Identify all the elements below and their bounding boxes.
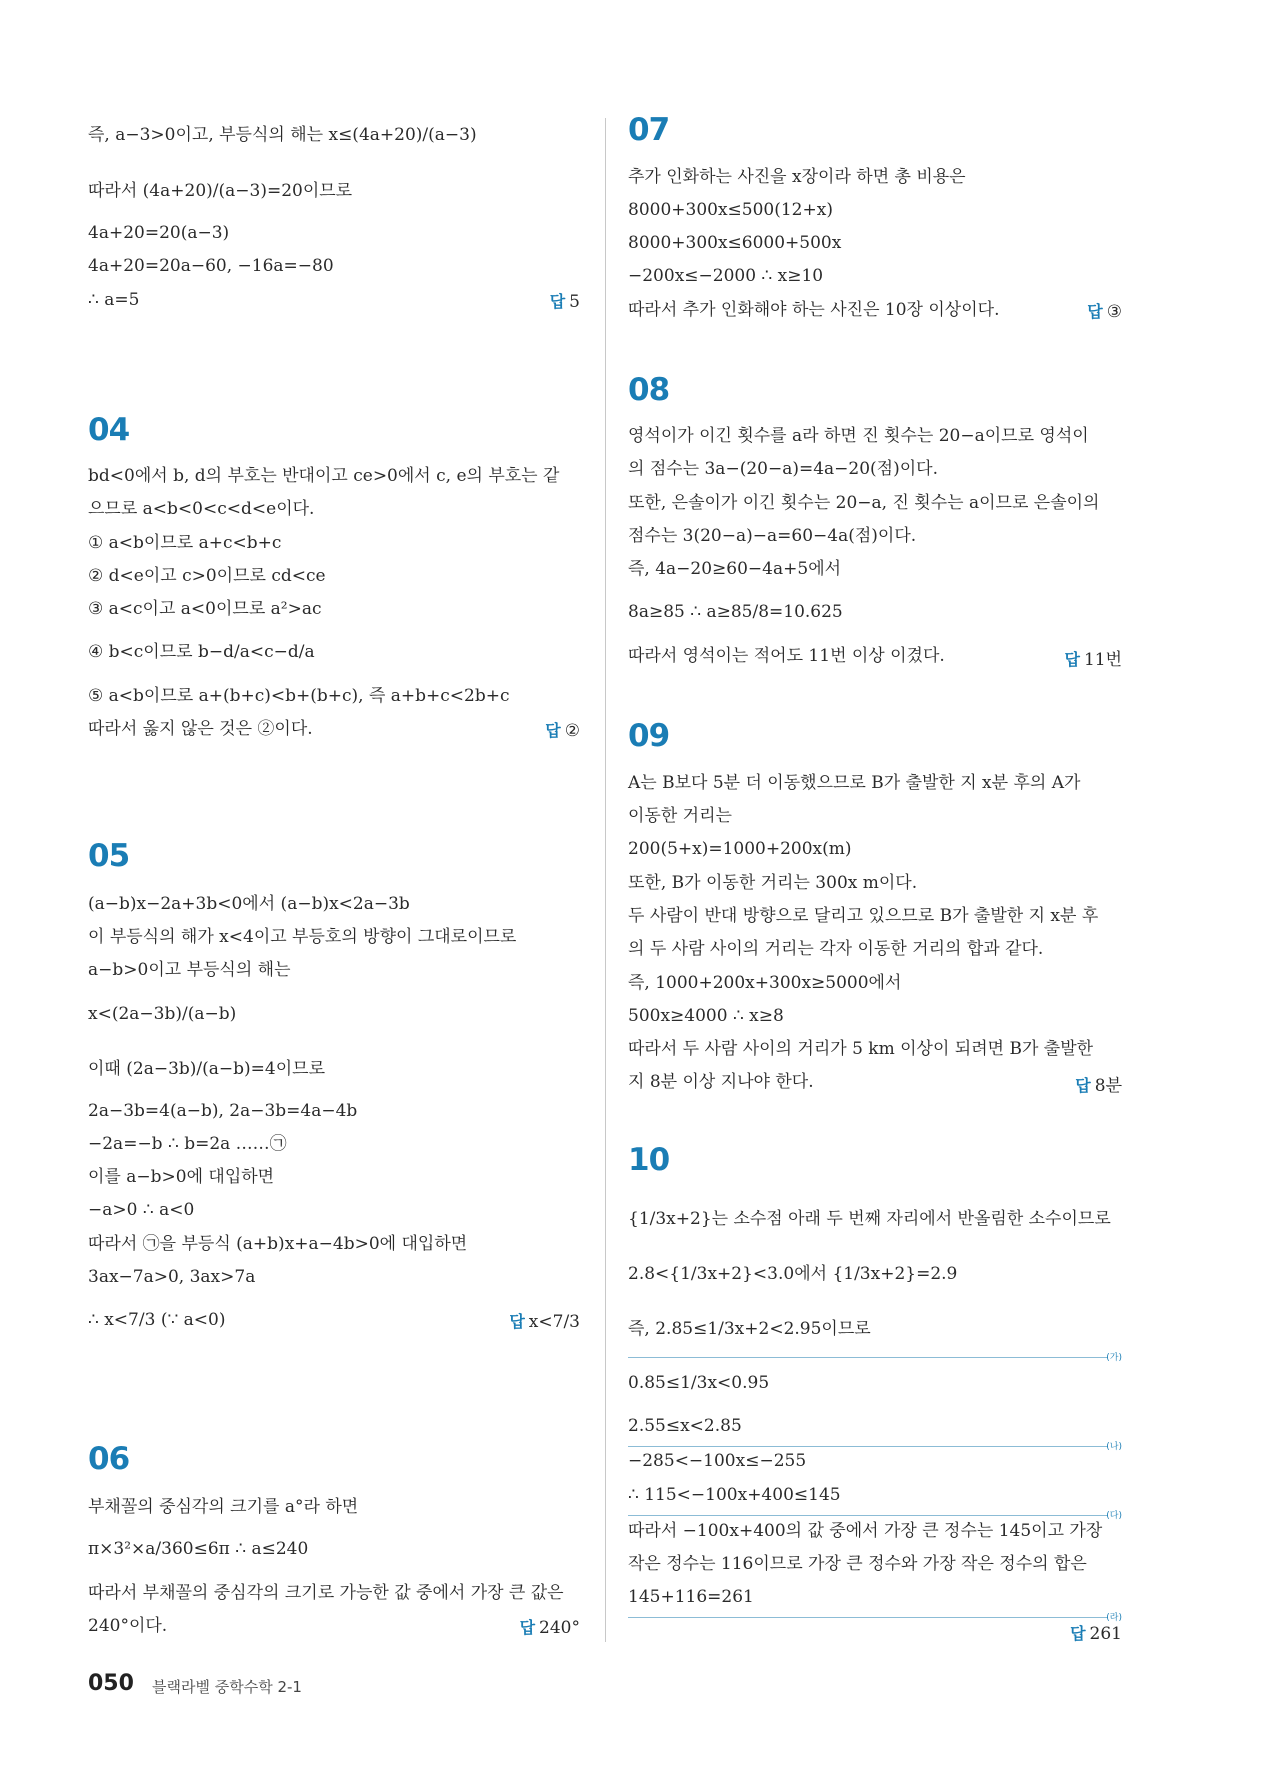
problem-number: 04	[88, 412, 130, 448]
page-number: 050	[88, 1671, 134, 1696]
solution-line: −2a=−b ∴ b=2a ……㉠	[88, 1134, 287, 1154]
problem-number: 10	[628, 1142, 670, 1178]
solution-line: 500x≥4000 ∴ x≥8	[628, 1006, 784, 1026]
solution-line: 추가 인화하는 사진을 x장이라 하면 총 비용은	[628, 167, 966, 187]
solution-line: 따라서 (4a+20)/(a−3)=20이므로	[88, 181, 353, 201]
solution-line: 점수는 3(20−a)−a=60−4a(점)이다.	[628, 526, 917, 546]
solution-line: −200x≤−2000 ∴ x≥10	[628, 266, 824, 286]
problem-number: 08	[628, 372, 670, 408]
answer-label: 답	[1064, 650, 1080, 669]
step-divider	[628, 1617, 1108, 1618]
answer-label: 답	[519, 1618, 536, 1637]
solution-line: −a>0 ∴ a<0	[88, 1200, 195, 1220]
answer	[520, 1615, 580, 1638]
answer-value: ②	[564, 721, 580, 741]
problem-number: 06	[88, 1441, 130, 1477]
column-divider	[605, 118, 606, 1642]
problem-number: 07	[628, 112, 670, 148]
solution-line: 8000+300x≤6000+500x	[628, 233, 842, 253]
solution-line: 이를 a−b>0에 대입하면	[88, 1167, 275, 1187]
solution-line: 두 사람이 반대 방향으로 달리고 있으므로 B가 출발한 지 x분 후	[628, 906, 1099, 926]
answer	[550, 289, 580, 312]
solution-line: 0.85≤1/3x<0.95	[628, 1373, 770, 1393]
step-divider	[628, 1446, 1108, 1447]
solution-line: ④ b<c이므로 b−d/a<c−d/a	[88, 642, 315, 662]
solution-line: 즉, 4a−20≥60−4a+5에서	[628, 559, 842, 579]
solution-line: 따라서 옳지 않은 것은 ②이다.	[88, 719, 313, 739]
solution-line: ③ a<c이고 a<0이므로 a²>ac	[88, 599, 322, 619]
step-tag: (가)	[1106, 1353, 1122, 1363]
solution-line: {1/3x+2}는 소수점 아래 두 번째 자리에서 반올림한 소수이므로	[628, 1209, 1111, 1229]
solution-line: π×3²×a/360≤6π ∴ a≤240	[88, 1539, 309, 1559]
solution-line: 4a+20=20(a−3)	[88, 223, 230, 243]
solution-line: 2.8<{1/3x+2}<3.0에서 {1/3x+2}=2.9	[628, 1264, 958, 1284]
solution-line: 이때 (2a−3b)/(a−b)=4이므로	[88, 1059, 325, 1079]
solution-line: 145+116=261	[628, 1587, 754, 1607]
solution-line: ① a<b이므로 a+c<b+c	[88, 533, 282, 553]
solution-line: 2.55≤x<2.85	[628, 1416, 742, 1436]
solution-line: bd<0에서 b, d의 부호는 반대이고 ce>0에서 c, e의 부호는 같	[88, 466, 560, 486]
solution-line: 200(5+x)=1000+200x(m)	[628, 839, 852, 859]
answer-value: 5	[569, 292, 580, 312]
solution-line: 8a≥85 ∴ a≥85/8=10.625	[628, 602, 843, 622]
solution-line: 8000+300x≤500(12+x)	[628, 200, 833, 220]
answer	[1070, 1621, 1122, 1644]
answer-value: 11번	[1083, 650, 1122, 670]
answer-value: 261	[1089, 1624, 1122, 1644]
answer	[545, 718, 580, 741]
solution-line: x<(2a−3b)/(a−b)	[88, 1004, 237, 1024]
solution-line: 따라서 ㉠을 부등식 (a+b)x+a−4b>0에 대입하면	[88, 1234, 468, 1254]
solution-line: 부채꼴의 중심각의 크기를 a°라 하면	[88, 1497, 359, 1517]
solution-line: ∴ x<7/3 (∵ a<0)	[88, 1310, 226, 1330]
solution-line: 의 두 사람 사이의 거리는 각자 이동한 거리의 합과 같다.	[628, 939, 1044, 959]
step-divider	[628, 1357, 1108, 1358]
solution-line: ② d<e이고 c>0이므로 cd<ce	[88, 566, 326, 586]
solution-line: 의 점수는 3a−(20−a)=4a−20(점)이다.	[628, 459, 938, 479]
answer-value: ③	[1106, 302, 1122, 322]
solution-line: 작은 정수는 116이므로 가장 큰 정수와 가장 작은 정수의 합은	[628, 1554, 1087, 1574]
solution-line: ∴ a=5	[88, 290, 140, 310]
solution-line: ⑤ a<b이므로 a+(b+c)<b+(b+c), 즉 a+b+c<2b+c	[88, 686, 510, 706]
solution-line: 지 8분 이상 지나야 한다.	[628, 1072, 814, 1092]
answer	[1087, 299, 1122, 322]
solution-line: 즉, 1000+200x+300x≥5000에서	[628, 973, 902, 993]
solution-line: 2a−3b=4(a−b), 2a−3b=4a−4b	[88, 1101, 358, 1121]
solution-line: 3ax−7a>0, 3ax>7a	[88, 1267, 256, 1287]
solution-line: A는 B보다 5분 더 이동했으므로 B가 출발한 지 x분 후의 A가	[628, 773, 1081, 793]
answer-value: 240°	[539, 1618, 580, 1638]
solution-line: ∴ 115<−100x+400≤145	[628, 1485, 841, 1505]
solution-line: a−b>0이고 부등식의 해는	[88, 960, 291, 980]
book-title: 블랙라벨 중학수학 2-1	[152, 1678, 302, 1696]
answer-value: x<7/3	[528, 1312, 580, 1332]
answer	[1064, 645, 1122, 670]
step-tag: (라)	[1106, 1613, 1122, 1623]
solution-line: 으므로 a<b<0<c<d<e이다.	[88, 499, 315, 519]
solution-line: (a−b)x−2a+3b<0에서 (a−b)x<2a−3b	[88, 894, 410, 914]
problem-number: 05	[88, 838, 130, 874]
answer-label: 답	[1070, 1624, 1086, 1643]
problem-number: 09	[628, 718, 670, 754]
solution-line: 이동한 거리는	[628, 806, 732, 826]
solution-line: 따라서 부채꼴의 중심각의 크기로 가능한 값 중에서 가장 큰 값은	[88, 1583, 564, 1603]
solution-line: 이 부등식의 해가 x<4이고 부등호의 방향이 그대로이므로	[88, 927, 517, 947]
answer	[509, 1309, 580, 1332]
answer-label: 답	[549, 292, 566, 311]
solution-line: 따라서 −100x+400의 값 중에서 가장 큰 정수는 145이고 가장	[628, 1521, 1103, 1541]
solution-line: 즉, 2.85≤1/3x+2<2.95이므로	[628, 1319, 871, 1339]
answer-value: 8분	[1094, 1076, 1122, 1096]
solution-line: 따라서 영석이는 적어도 11번 이상 이겼다.	[628, 646, 945, 666]
answer-label: 답	[545, 721, 561, 740]
solution-line: 따라서 추가 인화해야 하는 사진은 10장 이상이다.	[628, 300, 1000, 320]
solution-line: −285<−100x≤−255	[628, 1451, 807, 1471]
step-tag: (다)	[1106, 1511, 1122, 1521]
solution-line: 또한, 은솔이가 이긴 횟수는 20−a, 진 횟수는 a이므로 은솔이의	[628, 493, 1100, 513]
solution-line: 따라서 두 사람 사이의 거리가 5 km 이상이 되려면 B가 출발한	[628, 1039, 1094, 1059]
answer-label: 답	[509, 1312, 525, 1331]
solution-line: 즉, a−3>0이고, 부등식의 해는 x≤(4a+20)/(a−3)	[88, 125, 477, 145]
solution-line: 또한, B가 이동한 거리는 300x m이다.	[628, 873, 918, 893]
solution-line: 240°이다.	[88, 1616, 168, 1636]
step-divider	[628, 1515, 1108, 1516]
solution-line: 영석이가 이긴 횟수를 a라 하면 진 횟수는 20−a이므로 영석이	[628, 426, 1089, 446]
solution-line: 4a+20=20a−60, −16a=−80	[88, 256, 334, 276]
step-tag: (나)	[1106, 1442, 1122, 1452]
answer-label: 답	[1075, 1076, 1091, 1095]
answer-label: 답	[1087, 302, 1103, 321]
answer	[1075, 1071, 1122, 1096]
